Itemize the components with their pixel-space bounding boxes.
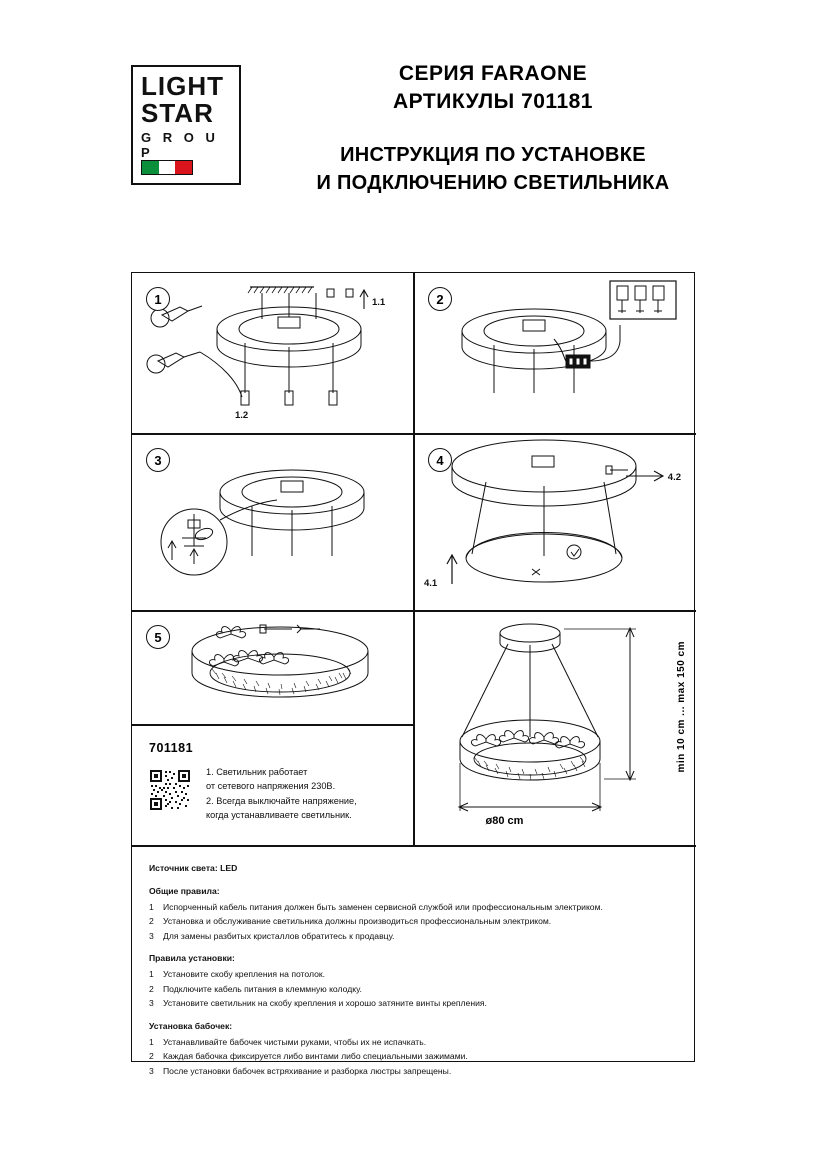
note-line-3: 2. Всегда выключайте напряжение,: [206, 795, 357, 806]
list-item: 3 Для замены разбитых кристаллов обратитесь к продавцу.: [149, 930, 395, 941]
brand-logo: [131, 65, 241, 185]
step-1-diagram: [132, 273, 413, 433]
step-number-5: 5: [146, 625, 170, 649]
light-source-value: LED: [220, 863, 238, 873]
butterfly-rules-list: [149, 1036, 682, 1078]
list-item: 3 Установите светильник на скобу крепления и хорошо затяните винты крепления.: [149, 998, 487, 1009]
step-number-4: 4: [428, 448, 452, 472]
step-4-label-2: 4.2: [667, 472, 681, 483]
logo-line-1: LIGHT: [141, 71, 224, 101]
code-notes-panel: [132, 725, 413, 845]
step-3-diagram: [132, 434, 413, 610]
series-title: СЕРИЯ FARAONE: [398, 62, 588, 85]
list-item: 1 Установите скобу крепления на потолок.: [149, 969, 326, 980]
step-4-diagram: [414, 434, 695, 610]
instruction-grid: [131, 272, 695, 1076]
list-item-text: Установите скобу крепления на потолок.: [163, 969, 326, 980]
step-panel-3: [132, 434, 413, 610]
list-item-text: Испорченный кабель питания должен быть заменен сервисной службой или профессиональным электриком.: [163, 901, 603, 912]
diameter-dimension-label: ø80 cm: [485, 815, 524, 827]
step-panel-4: [414, 434, 695, 610]
step-4-label-1: 4.1: [424, 578, 438, 589]
instruction-line-2: И ПОДКЛЮЧЕНИЮ СВЕТИЛЬНИКА: [316, 171, 670, 194]
list-item: 2 Установка и обслуживание светильника должны производиться профессиональным электриком.: [149, 916, 552, 927]
list-item: 1 Устанавливайте бабочек чистыми руками, чтобы их не испачкать.: [149, 1036, 427, 1047]
list-item-text: Каждая бабочка фиксируется либо винтами либо специальными зажимами.: [163, 1051, 468, 1062]
logo-line-2: STAR: [141, 98, 214, 129]
installation-rules-list: [149, 968, 682, 1010]
instruction-line-1: ИНСТРУКЦИЯ ПО УСТАНОВКЕ: [340, 143, 646, 166]
list-item-text: Установите светильник на скобу крепления и хорошо затяните винты крепления.: [163, 998, 487, 1009]
list-item-text: Для замены разбитых кристаллов обратитесь к продавцу.: [163, 930, 395, 941]
note-line-1: 1. Светильник работает: [206, 767, 308, 777]
list-item: 2 Подключите кабель питания в клеммную колодку.: [149, 983, 362, 994]
step-2-diagram: [414, 273, 695, 433]
page-header: [0, 40, 826, 210]
article-title: АРТИКУЛЫ 701181: [393, 90, 593, 114]
voltage-notes: [206, 765, 396, 822]
section-title-general: Общие правила:: [149, 885, 220, 896]
list-item: 1 Испорченный кабель питания должен быть заменен сервисной службой или профессиональным электриком.: [149, 901, 603, 912]
list-item-text: Устанавливайте бабочек чистыми руками, чтобы их не испачкать.: [163, 1036, 427, 1047]
step-1-label-2: 1.2: [235, 410, 249, 421]
general-rules-list: [149, 901, 682, 943]
list-item-text: После установки бабочек встряхивание и разборка люстры запрещены.: [163, 1065, 452, 1076]
italy-flag-icon: [141, 160, 193, 175]
list-item: 2 Каждая бабочка фиксируется либо винтами либо специальными зажимами.: [149, 1051, 468, 1062]
step-panel-1: [132, 273, 413, 433]
step-panel-5: [132, 611, 413, 724]
list-item: 3 После установки бабочек встряхивание и разборка люстры запрещены.: [149, 1065, 452, 1076]
section-title-butterflies: Установка бабочек:: [149, 1021, 233, 1032]
light-source-line: [149, 862, 682, 875]
light-source-label: Источник света:: [149, 863, 218, 873]
step-number-3: 3: [146, 448, 170, 472]
note-line-4: когда устанавливаете светильник.: [206, 809, 352, 820]
height-dimension-label: min 10 cm ... max 150 cm: [676, 641, 687, 773]
note-line-2: от сетевого напряжения 230В.: [206, 781, 336, 792]
qr-code-icon: [149, 769, 191, 811]
final-product-diagram: [414, 611, 695, 845]
logo-line-3: G R O U P: [141, 129, 219, 160]
step-number-1: 1: [146, 287, 170, 311]
product-code: 701181: [149, 741, 194, 755]
header-titles: [260, 60, 726, 197]
step-5-diagram: [132, 611, 413, 724]
final-product-panel: [414, 611, 695, 845]
instructions-text-panel: [132, 846, 696, 1076]
step-panel-2: [414, 273, 695, 433]
list-item-text: Подключите кабель питания в клеммную колодку.: [163, 983, 362, 994]
section-title-installation: Правила установки:: [149, 953, 235, 964]
step-1-label-1: 1.1: [372, 297, 386, 308]
list-item-text: Установка и обслуживание светильника должны производиться профессиональным электриком.: [163, 916, 552, 927]
step-number-2: 2: [428, 287, 452, 311]
